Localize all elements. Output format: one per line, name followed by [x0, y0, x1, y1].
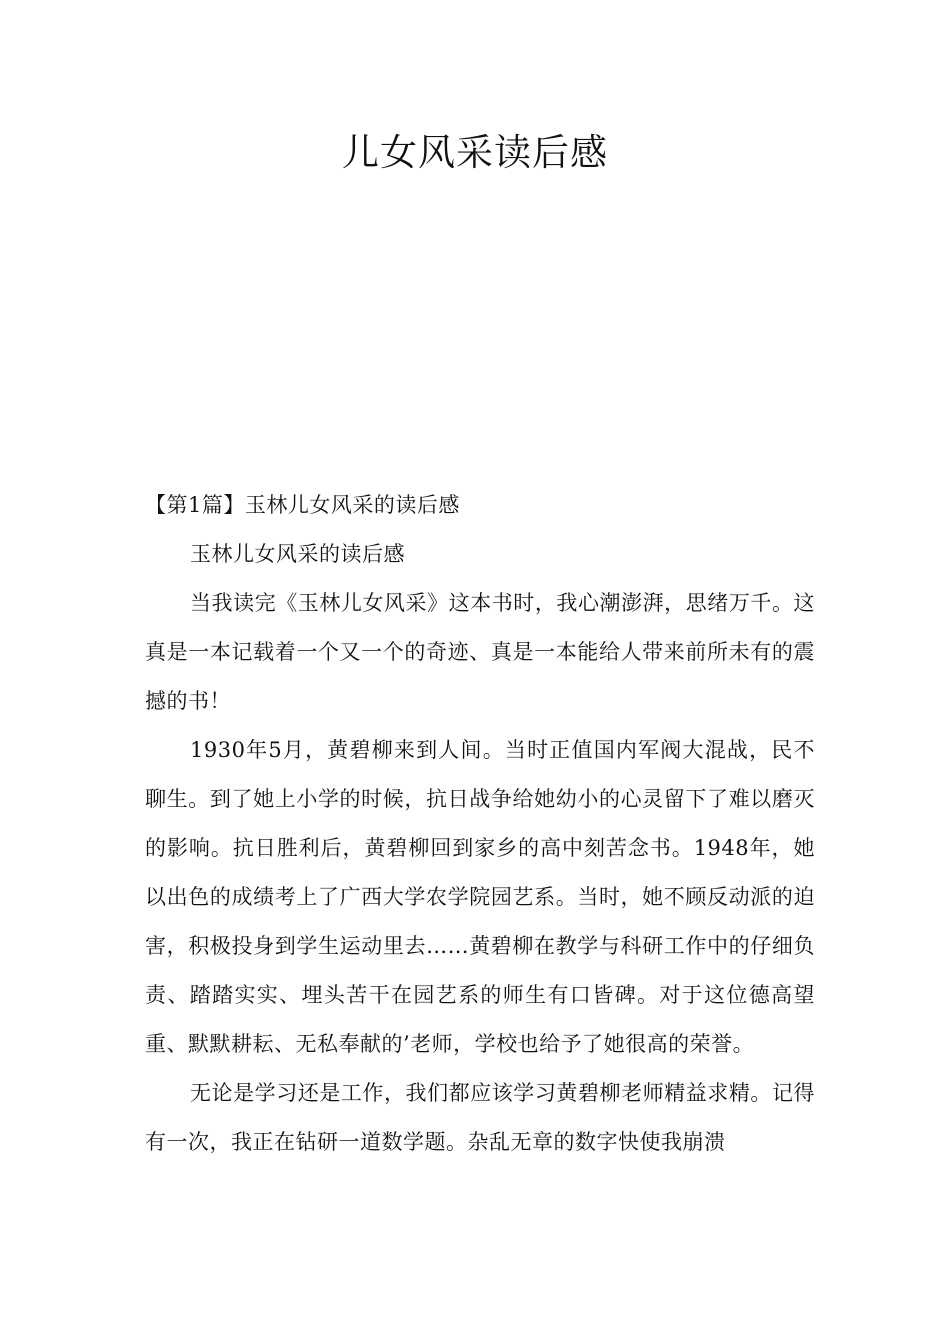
body-paragraph: 玉林儿女风采的读后感	[190, 542, 405, 566]
body-paragraph: 1930年5月，黄碧柳来到人间。当时正值国内军阀大混战，民不聊生。到了她上小学的时候，抗日战争给她幼小的心灵留下了难以磨灭的影响。抗日胜利后，黄碧柳回到家乡的高中刻苦念书。1948年，她以出色的成绩考上了广西大学农学院园艺系。当时，她不顾反动派的迫害，积极投身到学生运动里去……黄碧柳在教学与科研工作中的仔细负责、踏踏实实、埋头苦干在园艺系的师生有口皆碑。对于这位德高望重、默默耕耘、无私奉献的’老师，学校也给予了她很高的荣誉。	[145, 738, 815, 1056]
body-paragraph: 当我读完《玉林儿女风采》这本书时，我心潮澎湃，思绪万千。这真是一本记载着一个又一个的奇迹、真是一本能给人带来前所未有的震撼的书！	[145, 591, 815, 713]
section-heading: 【第1篇】玉林儿女风采的读后感	[145, 493, 460, 517]
body-paragraph: 无论是学习还是工作，我们都应该学习黄碧柳老师精益求精。记得有一次，我正在钻研一道数学题。杂乱无章的数字快使我崩溃	[145, 1081, 815, 1154]
document-title: 儿女风采读后感	[342, 131, 608, 174]
document-body	[145, 481, 815, 1167]
